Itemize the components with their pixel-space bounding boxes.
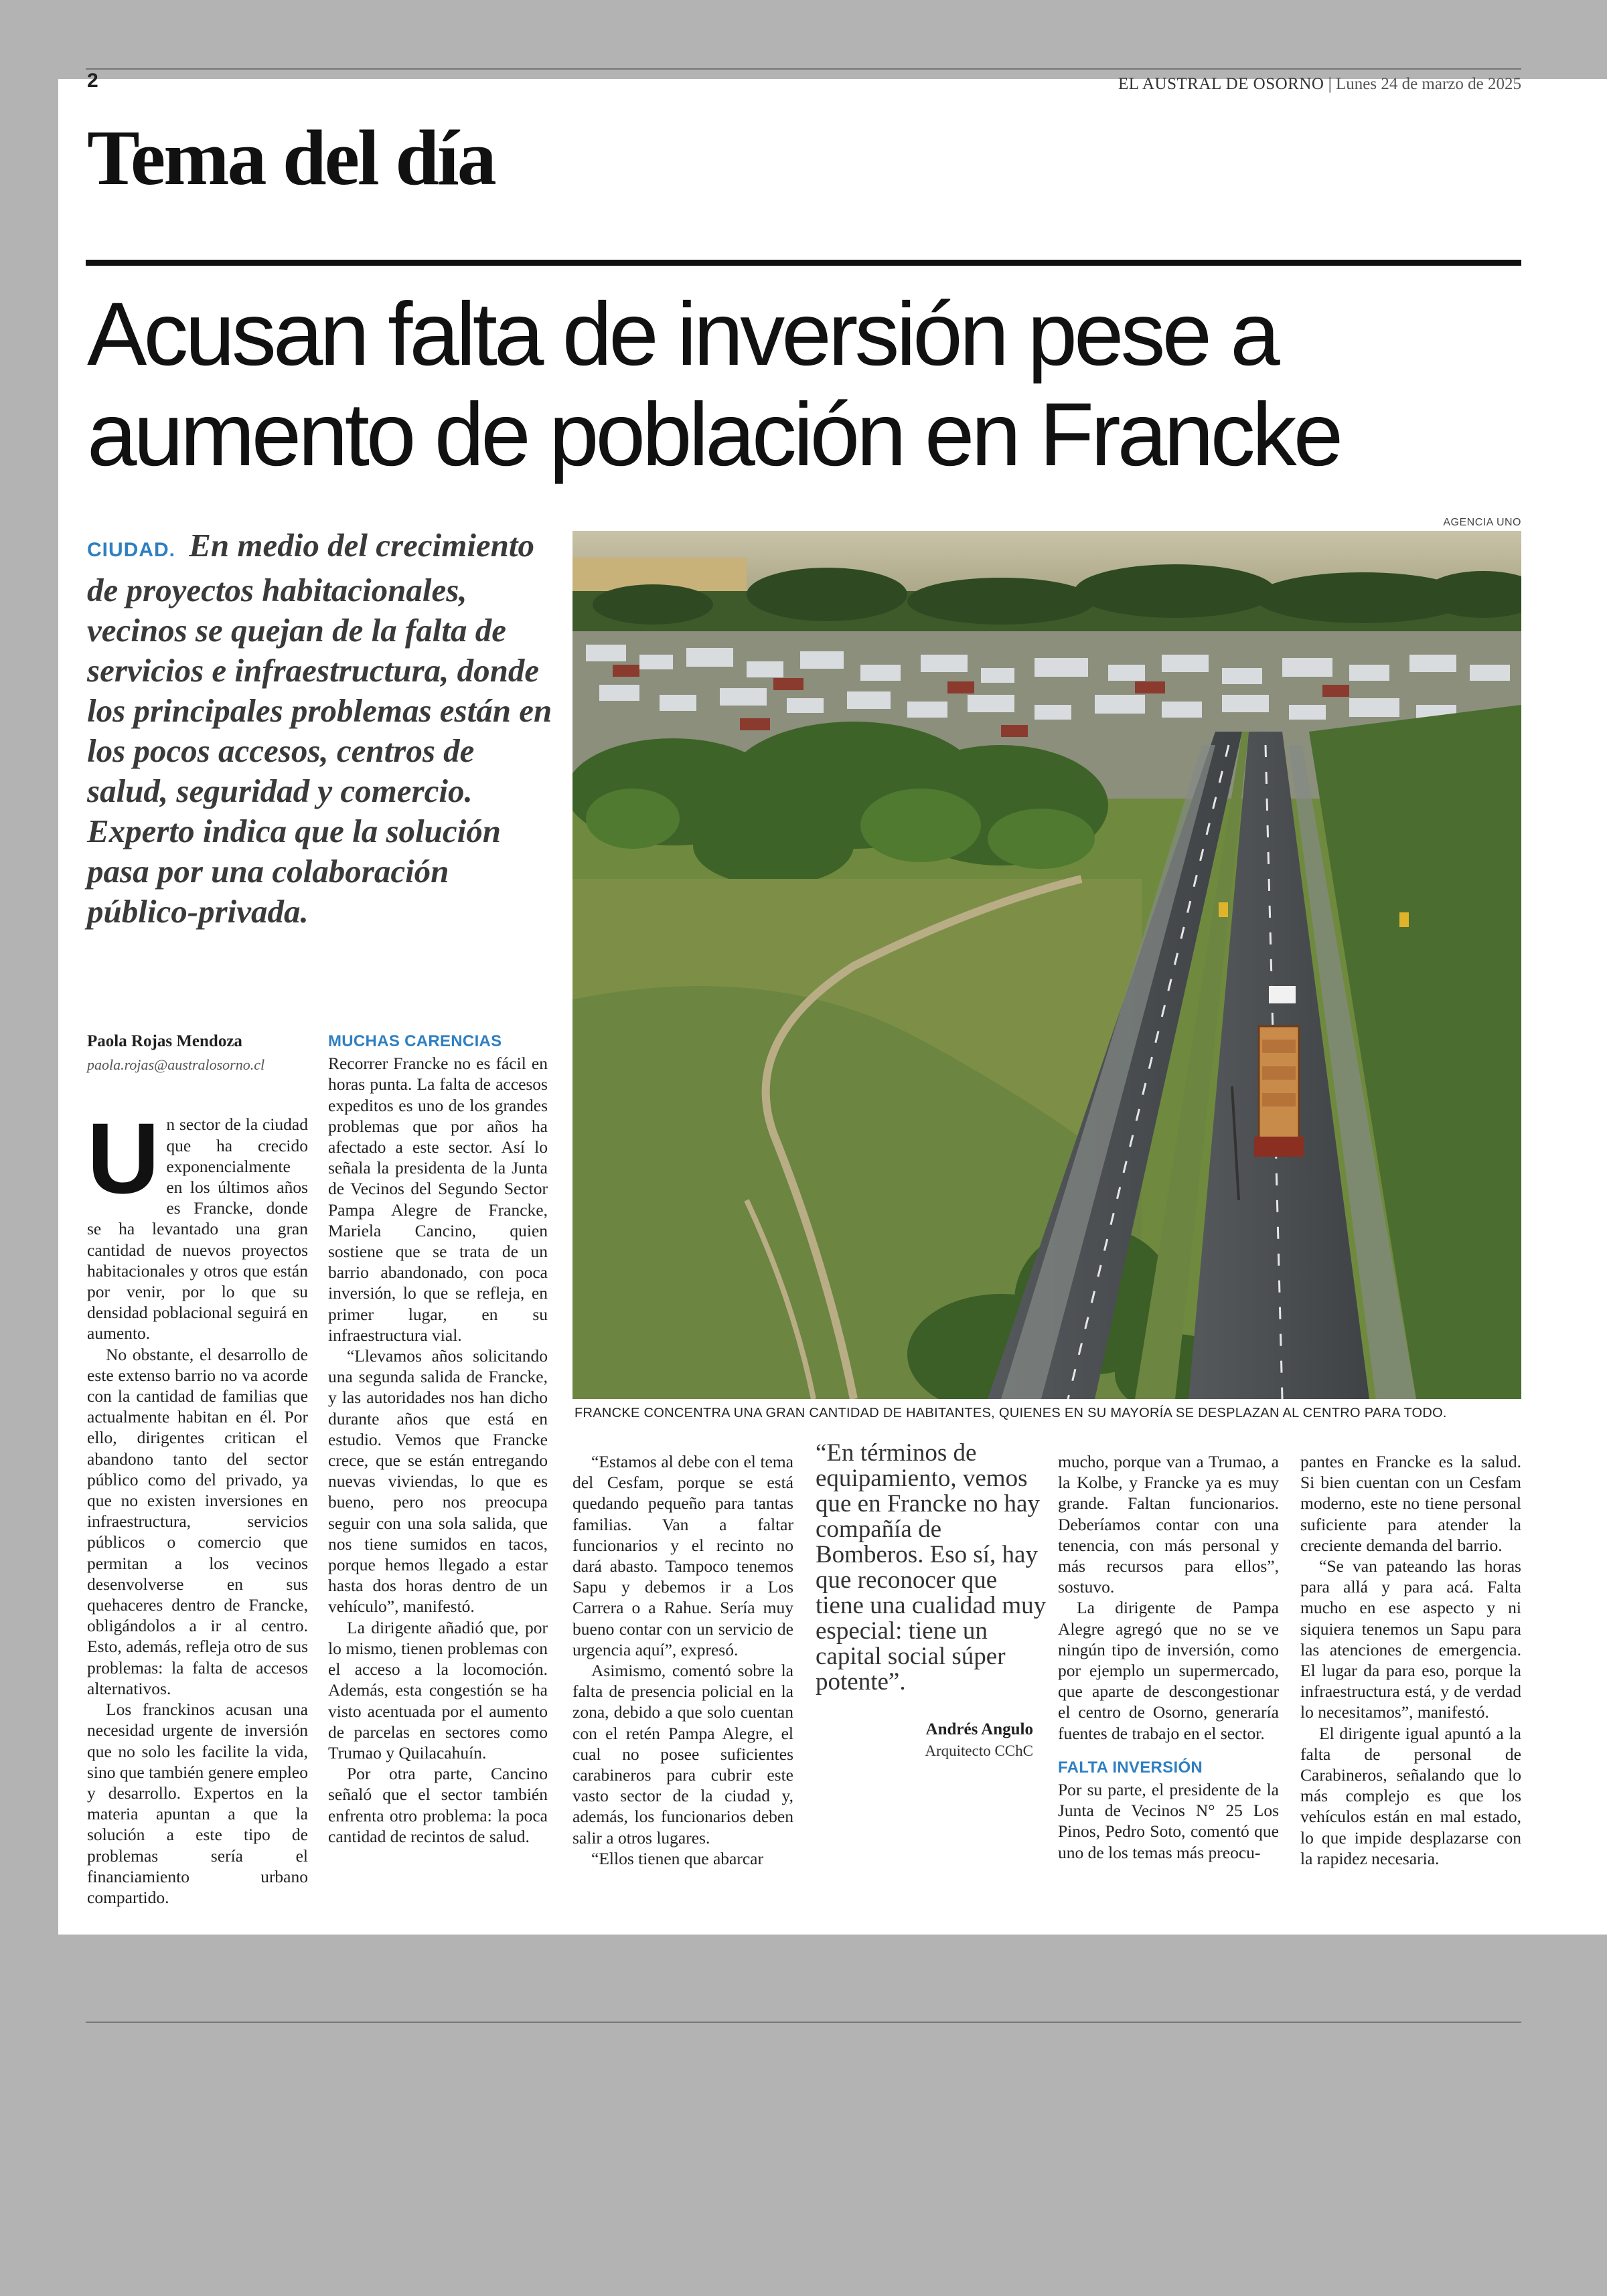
paragraph: Asimismo, comentó sobre la falta de presencia policial en la zona, debido a que solo cuentan con el retén Pampa Alegre, el cual no posee suficientes carabineros para cubrir este vasto sector de la ciudad y, además, los funcionarios deben salir a otros lugares. [572,1661,793,1848]
aerial-photo [572,531,1521,1399]
article-column-2 [328,1031,548,1847]
drop-cap: U [87,1102,160,1215]
lead-text: En medio del crecimiento de proyectos habitacionales, vecinos se quejan de la falta de servicios e infraestructura, donde los principales problemas están en los pocos accesos, centros de salud, seguridad y comercio. Experto indica que la solución pasa por una colaboración público-privada. [87,527,552,930]
section-title: Tema del día [87,114,495,201]
paragraph: El dirigente igual apuntó a la falta de personal de Carabineros, señalando que lo más complejo es que los vehículos están en mal estado, lo que impide desplazarse con la rapidez necesaria. [1300,1723,1521,1868]
paragraph: Por otra parte, Cancino señaló que el sector también enfrenta otro problema: la poca cantidad de recintos de salud. [328,1764,548,1846]
paragraph: Recorrer Francke no es fácil en horas punta. La falta de accesos expeditos es uno de los grandes problemas que por años ha afectado a este sector. Así lo señala la presidenta de la Junta de Vecinos del Segundo Sector Pampa Alegre de Francke, Mariela Cancino, quien sostiene que se trata de un barrio abandonado, con poca inversión, lo que se refleja, en primer lugar, en su infraestructura vial. [328,1054,548,1345]
paragraph: “Llevamos años solicitando una segunda salida de Francke, y las autoridades nos han dicho durante años que está en estudio. Vemos que Francke crece, que se están entregando nuevas viviendas, lo que es bueno, pero nos preocupa seguir con una sola salida, que nos tiene sumidos en tacos, porque hemos llegado a estar hasta dos horas dentro de un vehículo”, manifestó. [328,1346,548,1617]
pull-quote: “En términos de equipamiento, vemos que en Francke no hay compañía de Bomberos. Eso sí, hay que reconocer que tiene una cualidad muy especial: tiene un capital social súper potente”. [816,1439,1047,1696]
publication-date: Lunes 24 de marzo de 2025 [1335,75,1521,93]
quote-role: Arquitecto CChC [925,1742,1033,1759]
newspaper-name: EL AUSTRAL DE OSORNO [1118,75,1324,93]
paragraph: “Estamos al debe con el tema del Cesfam, porque se está quedando pequeño para tantas familias. Van a faltar funcionarios y el recinto no dará abasto. Tampoco tenemos Sapu y debemos ir a Los Carrera o a Rahue. Sería muy bueno contar con un servicio de urgencia aquí”, expresó. [572,1452,793,1659]
top-rule [86,68,1521,70]
photo-credit: AGENCIA UNO [1443,517,1521,528]
paragraph: n sector de la ciudad que ha crecido exponencialmente en los últimos años es Francke, donde se ha levantado una gran cantidad de nuevos proyectos habitacionales y otros que están por venir, por lo que su densidad poblacional seguirá en aumento. [87,1115,308,1343]
bottom-rule [86,2022,1521,2023]
article-lead [87,525,556,932]
article-column-3 [572,1451,793,1869]
paragraph: La dirigente de Pampa Alegre agregó que no se ve ningún tipo de inversión, como por ejemplo un supermercado, que aparte de descongestionar el centro de Osorno, generaría fuentes de trabajo en el sector. [1058,1598,1279,1743]
masthead-separator: | [1324,75,1336,93]
paragraph: “Ellos tienen que abarcar [591,1848,763,1868]
subhead-muchas-carencias: MUCHAS CARENCIAS [328,1032,502,1050]
article-headline: Acusan falta de inversión pese a aumento de población en Francke [87,284,1341,485]
article-column-1 [87,1031,308,1908]
paragraph: Por su parte, el presidente de la Junta de Vecinos N° 25 Los Pinos, Pedro Soto, comentó que uno de los temas más preocu- [1058,1780,1279,1862]
author-name: Paola Rojas Mendoza [87,1032,242,1050]
paragraph: mucho, porque van a Trumao, a la Kolbe, y Francke ya es muy grande. Faltan funcionarios. Deberíamos contar con una tenencia, con más personal y más recursos para ellos”, sostuvo. [1058,1452,1279,1597]
article-column-6 [1300,1451,1521,1869]
section-rule [86,260,1521,266]
subhead-falta-inversion: FALTA INVERSIÓN [1058,1758,1203,1777]
paragraph: pantes en Francke es la salud. Si bien cuentan con un Cesfam moderno, este no tiene personal suficiente para atender la creciente demanda del barrio. [1300,1452,1521,1555]
page-number: 2 [87,70,98,92]
photo-caption: FRANCKE CONCENTRA UNA GRAN CANTIDAD DE HABITANTES, QUIENES EN SU MAYORÍA SE DESPLAZAN AL CENTRO PARA TODO. [575,1406,1447,1420]
paragraph: No obstante, el desarrollo de este extenso barrio no va acorde con la cantidad de familias que actualmente habitan en él. Por ello, dirigentes critican el abandono tanto del sector público como del privado, ya que no existen inversiones en infraestructura, servicios públicos o comercio que permitan a los vecinos desenvolverse en sus quehaceres dentro de Francke, obligándolos a ir al centro. Esto, además, refleja otro de sus problemas: la falta de accesos alternativos. [87,1344,308,1698]
paragraph: “Se van pateando las horas para allá y para acá. Falta mucho en ese aspecto y ni siquiera tenemos un Sapu para las atenciones de emergencia. El lugar da para eso, porque la infraestructura está, y de verdad lo necesitamos”, manifestó. [1300,1556,1521,1722]
paragraph: Los franckinos acusan una necesidad urgente de inversión que no solo les facilite la vida, sino que también genere empleo y desarrollo. Expertos en la materia apuntan a que la solución a este tipo de problemas sería el financiamiento urbano compartido. [87,1700,308,1907]
quote-author: Andrés Angulo [925,1720,1033,1738]
masthead [1118,75,1521,94]
paragraph: La dirigente añadió que, por lo mismo, tienen problemas con el acceso a la locomoción. Además, esta congestión se ha visto acentuada por el aumento de parcelas en sectores como Trumao y Quilacahuín. [328,1617,548,1762]
author-email: paola.rojas@australosorno.cl [87,1056,265,1074]
article-column-5 [1058,1451,1279,1863]
lead-kicker: CIUDAD. [87,539,175,561]
